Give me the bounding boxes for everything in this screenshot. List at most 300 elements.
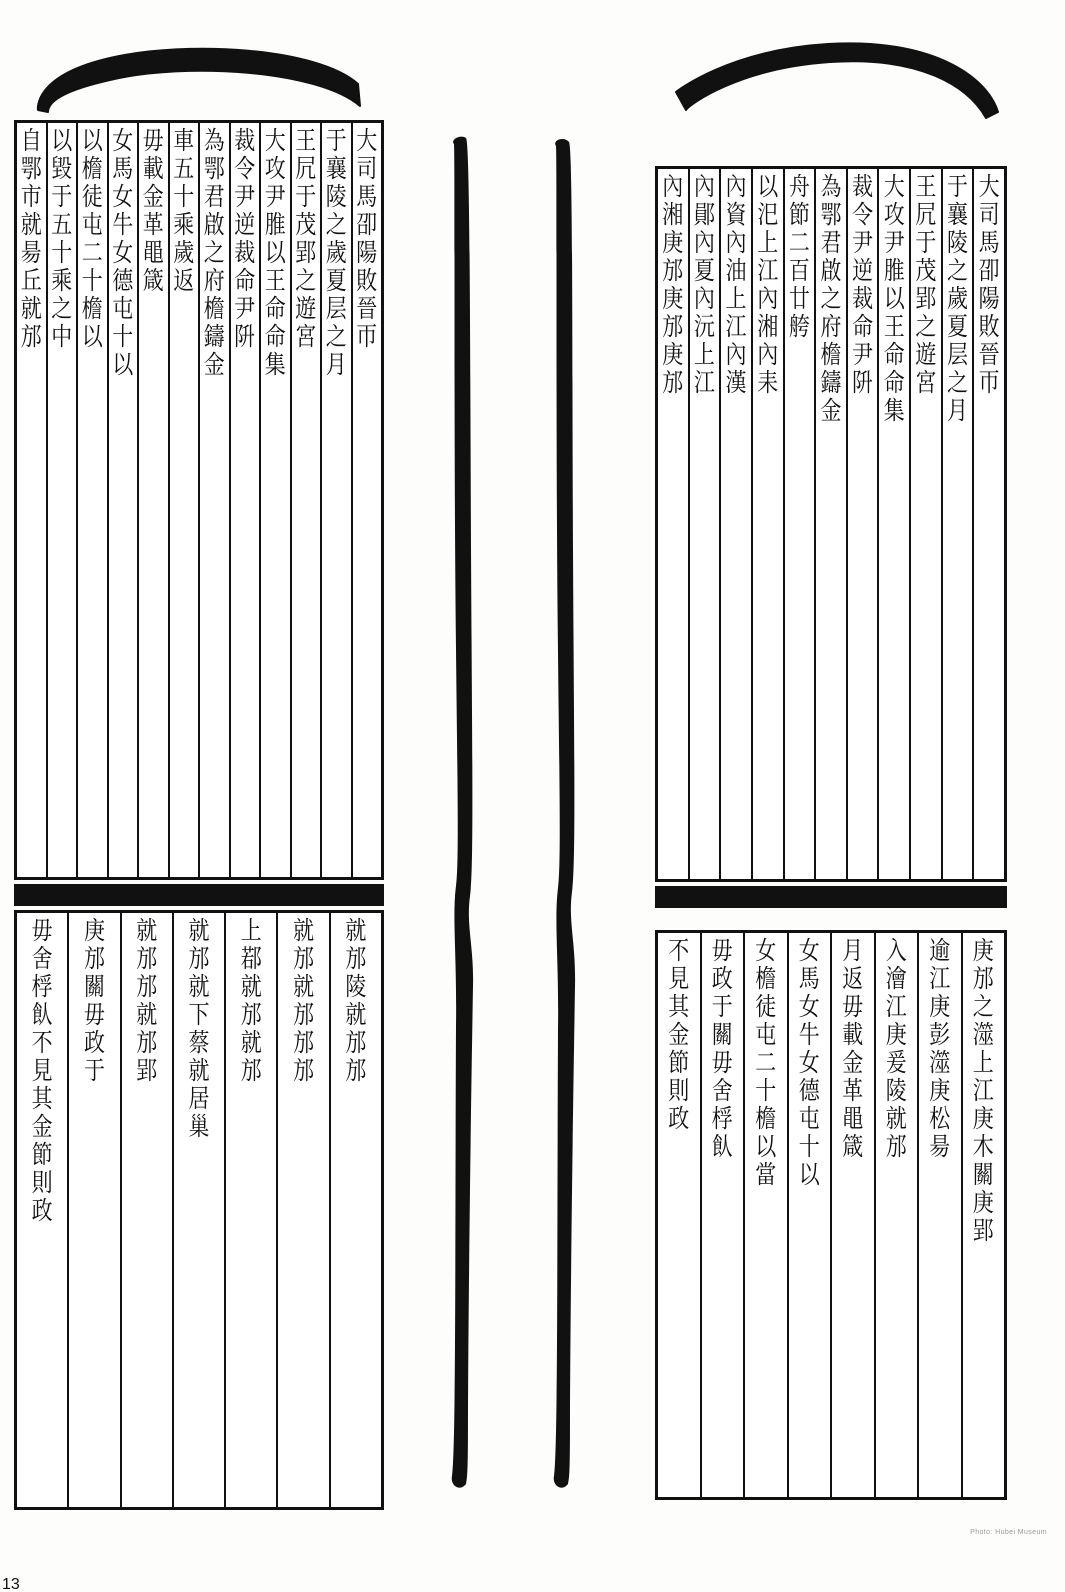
glyph: 邡 xyxy=(293,1056,315,1085)
inscription-column xyxy=(743,933,787,1497)
glyph: 郢 xyxy=(295,238,317,267)
glyph: 陽 xyxy=(356,238,378,267)
glyph: 邡 xyxy=(188,944,210,973)
glyph: 檐 xyxy=(203,294,225,323)
glyph: 府 xyxy=(203,266,225,295)
glyph: 大 xyxy=(883,172,905,201)
inscription-column xyxy=(688,169,720,879)
glyph: 以 xyxy=(798,1160,820,1189)
glyph: 就 xyxy=(188,1056,210,1085)
glyph: 集 xyxy=(883,396,905,425)
glyph: 大 xyxy=(356,126,378,155)
left-tally-separator xyxy=(14,884,384,906)
glyph: 陵 xyxy=(947,228,969,257)
glyph: 內 xyxy=(725,340,747,369)
glyph: 王 xyxy=(915,172,937,201)
glyph: 邡 xyxy=(136,972,158,1001)
glyph: 車 xyxy=(173,126,195,155)
glyph: 啟 xyxy=(203,210,225,239)
glyph: 邡 xyxy=(662,368,684,397)
inscription-column xyxy=(46,123,77,877)
glyph: 以 xyxy=(51,126,73,155)
glyph: 逾 xyxy=(929,936,951,965)
glyph: 命 xyxy=(883,368,905,397)
glyph: 返 xyxy=(842,964,864,993)
left-tally-lower-plate xyxy=(14,910,384,1510)
glyph: 郢 xyxy=(136,1056,158,1085)
glyph: 大 xyxy=(978,172,1000,201)
glyph: 節 xyxy=(668,1048,690,1077)
glyph: 命 xyxy=(883,340,905,369)
glyph: 為 xyxy=(203,126,225,155)
glyph: 毀 xyxy=(51,154,73,183)
inscription-column xyxy=(719,169,751,879)
glyph: 舍 xyxy=(711,1076,733,1105)
glyph: 徒 xyxy=(755,992,777,1021)
glyph: 以 xyxy=(755,1132,777,1161)
glyph: 其 xyxy=(668,992,690,1021)
inscription-column xyxy=(329,913,381,1507)
glyph: 就 xyxy=(240,972,262,1001)
glyph: 夏 xyxy=(325,266,347,295)
inscription-column xyxy=(658,169,688,879)
glyph: 丘 xyxy=(20,266,42,295)
glyph: 庚 xyxy=(972,936,994,965)
glyph: 庚 xyxy=(885,1020,907,1049)
glyph: 其 xyxy=(31,1084,53,1113)
glyph: 帀 xyxy=(978,368,1000,397)
glyph: 卲 xyxy=(978,256,1000,285)
glyph: 帀 xyxy=(356,322,378,351)
glyph: 令 xyxy=(852,200,874,229)
glyph: 凥 xyxy=(915,200,937,229)
glyph: 之 xyxy=(915,312,937,341)
glyph: 十 xyxy=(51,238,73,267)
glyph: 就 xyxy=(885,1104,907,1133)
glyph: 月 xyxy=(842,936,864,965)
glyph: 金 xyxy=(203,350,225,379)
glyph: 尹 xyxy=(852,228,874,257)
page-number: 13 xyxy=(2,1576,20,1592)
glyph: 舿 xyxy=(788,312,810,341)
glyph: 敗 xyxy=(356,266,378,295)
glyph: 阩 xyxy=(234,322,256,351)
glyph: 敗 xyxy=(978,312,1000,341)
glyph: 屯 xyxy=(81,210,103,239)
glyph: 載 xyxy=(142,154,164,183)
glyph: 之 xyxy=(295,266,317,295)
glyph: 逆 xyxy=(852,256,874,285)
glyph: 上 xyxy=(972,1048,994,1077)
glyph: 遊 xyxy=(915,340,937,369)
glyph: 內 xyxy=(757,340,779,369)
glyph: 鑄 xyxy=(203,322,225,351)
glyph: 王 xyxy=(295,126,317,155)
inscription-column xyxy=(846,169,878,879)
glyph: 巢 xyxy=(188,1112,210,1141)
glyph: 鑄 xyxy=(820,368,842,397)
glyph: 之 xyxy=(947,368,969,397)
glyph: 以 xyxy=(112,350,134,379)
inscription-column xyxy=(137,123,168,877)
glyph: 于 xyxy=(51,182,73,211)
glyph: 于 xyxy=(915,228,937,257)
glyph: 晉 xyxy=(356,294,378,323)
glyph: 庚 xyxy=(662,340,684,369)
glyph: 女 xyxy=(798,936,820,965)
inscription-column xyxy=(941,169,973,879)
glyph: 宮 xyxy=(295,322,317,351)
glyph: 层 xyxy=(947,340,969,369)
glyph: 檐 xyxy=(81,154,103,183)
glyph: 女 xyxy=(112,182,134,211)
glyph: 邡 xyxy=(136,1028,158,1057)
glyph: 桴 xyxy=(31,972,53,1001)
glyph: 邡 xyxy=(293,1028,315,1057)
glyph: 就 xyxy=(136,1000,158,1029)
glyph: 邡 xyxy=(136,944,158,973)
right-tally-curved-head xyxy=(668,30,1008,120)
glyph: 資 xyxy=(725,200,747,229)
glyph: 市 xyxy=(20,182,42,211)
glyph: 江 xyxy=(757,256,779,285)
glyph: 遊 xyxy=(295,294,317,323)
glyph: 令 xyxy=(234,154,256,183)
glyph: 司 xyxy=(356,154,378,183)
glyph: 澨 xyxy=(972,1020,994,1049)
glyph: 江 xyxy=(972,1076,994,1105)
glyph: 之 xyxy=(972,992,994,1021)
glyph: 歲 xyxy=(947,284,969,313)
inscription-column xyxy=(320,123,351,877)
glyph: 陵 xyxy=(885,1076,907,1105)
inscription-column xyxy=(17,913,67,1507)
glyph: 尹 xyxy=(264,182,286,211)
glyph: 茂 xyxy=(915,256,937,285)
glyph: 當 xyxy=(755,1160,777,1189)
glyph: 宮 xyxy=(915,368,937,397)
glyph: 女 xyxy=(112,126,134,155)
glyph: 以 xyxy=(757,172,779,201)
inscription-column xyxy=(198,123,229,877)
glyph: 關 xyxy=(83,972,105,1001)
glyph: 于 xyxy=(947,172,969,201)
glyph: 就 xyxy=(345,1000,367,1029)
glyph: 女 xyxy=(798,992,820,1021)
inscription-column xyxy=(917,933,961,1497)
glyph: 就 xyxy=(136,916,158,945)
glyph: 見 xyxy=(668,964,690,993)
glyph: 府 xyxy=(820,312,842,341)
glyph: 德 xyxy=(798,1076,820,1105)
inscription-column xyxy=(76,123,107,877)
glyph: 襄 xyxy=(325,154,347,183)
glyph: 百 xyxy=(788,256,810,285)
glyph: 鄖 xyxy=(693,200,715,229)
glyph: 于 xyxy=(711,992,733,1021)
glyph: 江 xyxy=(929,964,951,993)
inscription-column xyxy=(107,123,138,877)
glyph: 徒 xyxy=(81,182,103,211)
glyph: 十 xyxy=(81,266,103,295)
glyph: 月 xyxy=(325,350,347,379)
glyph: 命 xyxy=(264,322,286,351)
glyph: 為 xyxy=(820,172,842,201)
glyph: 內 xyxy=(693,284,715,313)
glyph: 凥 xyxy=(295,154,317,183)
glyph: 舍 xyxy=(31,944,53,973)
glyph: 十 xyxy=(112,322,134,351)
glyph: 尹 xyxy=(852,340,874,369)
glyph: 返 xyxy=(173,266,195,295)
glyph: 集 xyxy=(264,350,286,379)
glyph: 邡 xyxy=(83,944,105,973)
right-tally-lower-plate xyxy=(655,930,1007,1500)
inscription-column xyxy=(120,913,172,1507)
glyph: 關 xyxy=(972,1160,994,1189)
inscription-column xyxy=(351,123,382,877)
left-tally-upper-plate xyxy=(14,120,384,880)
glyph: 于 xyxy=(295,182,317,211)
glyph: 就 xyxy=(345,916,367,945)
glyph: 大 xyxy=(264,126,286,155)
glyph: 上 xyxy=(725,284,747,313)
glyph: 歲 xyxy=(173,238,195,267)
glyph: 月 xyxy=(947,396,969,425)
glyph: 汜 xyxy=(757,200,779,229)
glyph: 之 xyxy=(51,294,73,323)
inscription-column xyxy=(972,169,1004,879)
glyph: 內 xyxy=(725,228,747,257)
glyph: 邡 xyxy=(240,1000,262,1029)
glyph: 飤 xyxy=(31,1000,53,1029)
inscription-column xyxy=(17,123,46,877)
glyph: 內 xyxy=(693,228,715,257)
glyph: 以 xyxy=(81,126,103,155)
glyph: 层 xyxy=(325,294,347,323)
glyph: 以 xyxy=(81,322,103,351)
glyph: 馬 xyxy=(112,154,134,183)
glyph: 女 xyxy=(755,936,777,965)
glyph: 邡 xyxy=(885,1132,907,1161)
glyph: 毋 xyxy=(142,126,164,155)
inscription-column xyxy=(658,933,700,1497)
glyph: 毋 xyxy=(31,916,53,945)
glyph: 金 xyxy=(31,1112,53,1141)
glyph: 之 xyxy=(325,210,347,239)
glyph: 二 xyxy=(81,238,103,267)
glyph: 夏 xyxy=(693,256,715,285)
glyph: 郢 xyxy=(972,1216,994,1245)
glyph: 啟 xyxy=(820,256,842,285)
glyph: 毋 xyxy=(842,992,864,1021)
inscription-column xyxy=(961,933,1005,1497)
glyph: 上 xyxy=(757,228,779,257)
glyph: 庚 xyxy=(929,992,951,1021)
glyph: 郢 xyxy=(915,284,937,313)
glyph: 檐 xyxy=(820,340,842,369)
glyph: 湘 xyxy=(662,200,684,229)
glyph: 毋 xyxy=(711,936,733,965)
glyph: 就 xyxy=(188,972,210,1001)
glyph: 澮 xyxy=(885,964,907,993)
glyph: 女 xyxy=(798,1048,820,1077)
glyph: 箴 xyxy=(142,266,164,295)
glyph: 王 xyxy=(883,312,905,341)
glyph: 江 xyxy=(725,312,747,341)
glyph: 德 xyxy=(112,266,134,295)
glyph: 陽 xyxy=(978,284,1000,313)
glyph: 不 xyxy=(668,936,690,965)
glyph: 襄 xyxy=(947,200,969,229)
glyph: 邡 xyxy=(345,1028,367,1057)
glyph: 于 xyxy=(325,126,347,155)
glyph: 裁 xyxy=(234,126,256,155)
glyph: 舟 xyxy=(788,172,810,201)
glyph: 五 xyxy=(173,154,195,183)
photo-credit: Photo: Hubei Museum xyxy=(970,1529,1047,1536)
glyph: 入 xyxy=(885,936,907,965)
right-lower-columns xyxy=(658,933,1004,1497)
glyph: 陵 xyxy=(325,182,347,211)
glyph: 節 xyxy=(31,1140,53,1169)
glyph: 裁 xyxy=(234,238,256,267)
glyph: 逆 xyxy=(234,210,256,239)
glyph: 鄂 xyxy=(820,200,842,229)
glyph: 攻 xyxy=(264,154,286,183)
glyph: 脽 xyxy=(883,256,905,285)
left-tally-curved-head xyxy=(18,32,378,120)
glyph: 鄂 xyxy=(20,154,42,183)
glyph: 桴 xyxy=(711,1104,733,1133)
glyph: 屯 xyxy=(755,1020,777,1049)
right-tally-separator xyxy=(655,886,1007,908)
inscription-column xyxy=(172,913,224,1507)
glyph: 上 xyxy=(693,340,715,369)
glyph: 毋 xyxy=(83,1000,105,1029)
glyph: 于 xyxy=(83,1056,105,1085)
inscription-column xyxy=(224,913,276,1507)
glyph: 政 xyxy=(31,1196,53,1225)
glyph: 邡 xyxy=(293,944,315,973)
glyph: 內 xyxy=(662,172,684,201)
inscription-column xyxy=(168,123,199,877)
inscription-column xyxy=(877,169,909,879)
glyph: 下 xyxy=(188,1000,210,1029)
glyph: 馬 xyxy=(356,182,378,211)
glyph: 飤 xyxy=(711,1132,733,1161)
inscription-column xyxy=(229,123,260,877)
glyph: 二 xyxy=(788,228,810,257)
right-tally-upper-plate xyxy=(655,166,1007,882)
glyph: 之 xyxy=(325,322,347,351)
glyph: 乘 xyxy=(173,210,195,239)
glyph: 脽 xyxy=(264,210,286,239)
inscription-column xyxy=(67,913,119,1507)
glyph: 見 xyxy=(31,1056,53,1085)
glyph: 金 xyxy=(142,182,164,211)
glyph: 陵 xyxy=(345,972,367,1001)
glyph: 江 xyxy=(693,368,715,397)
glyph: 馬 xyxy=(798,964,820,993)
glyph: 金 xyxy=(668,1020,690,1049)
glyph: 尹 xyxy=(234,294,256,323)
inscription-column xyxy=(751,169,783,879)
glyph: 不 xyxy=(31,1028,53,1057)
inscription-column xyxy=(290,123,321,877)
inscription-column xyxy=(259,123,290,877)
glyph: 攻 xyxy=(883,200,905,229)
glyph: 之 xyxy=(820,284,842,313)
inscription-column xyxy=(783,169,815,879)
glyph: 十 xyxy=(173,182,195,211)
glyph: 沅 xyxy=(693,312,715,341)
glyph: 革 xyxy=(142,210,164,239)
glyph: 夏 xyxy=(947,312,969,341)
glyph: 居 xyxy=(188,1084,210,1113)
glyph: 則 xyxy=(31,1168,53,1197)
glyph: 內 xyxy=(757,284,779,313)
glyph: 檐 xyxy=(755,1104,777,1133)
glyph: 邡 xyxy=(20,322,42,351)
inscription-column xyxy=(814,169,846,879)
glyph: 就 xyxy=(20,210,42,239)
glyph: 江 xyxy=(885,992,907,1021)
glyph: 命 xyxy=(234,266,256,295)
glyph: 關 xyxy=(711,1020,733,1049)
glyph: 庚 xyxy=(83,916,105,945)
glyph: 牛 xyxy=(798,1020,820,1049)
glyph: 十 xyxy=(755,1076,777,1105)
glyph: 就 xyxy=(20,294,42,323)
glyph: 就 xyxy=(188,916,210,945)
glyph: 庚 xyxy=(929,1076,951,1105)
glyph: 乘 xyxy=(51,266,73,295)
inscription-column xyxy=(787,933,831,1497)
glyph: 命 xyxy=(852,312,874,341)
glyph: 蔡 xyxy=(188,1028,210,1057)
glyph: 廿 xyxy=(788,284,810,313)
glyph: 以 xyxy=(883,284,905,313)
glyph: 昜 xyxy=(20,238,42,267)
glyph: 政 xyxy=(83,1028,105,1057)
glyph: 就 xyxy=(293,972,315,1001)
glyph: 屯 xyxy=(798,1104,820,1133)
glyph: 鄂 xyxy=(203,154,225,183)
glyph: 邡 xyxy=(972,964,994,993)
glyph: 政 xyxy=(668,1104,690,1133)
glyph: 裁 xyxy=(852,284,874,313)
glyph: 庚 xyxy=(972,1188,994,1217)
inscription-column xyxy=(830,933,874,1497)
glyph: 五 xyxy=(51,210,73,239)
glyph: 二 xyxy=(755,1048,777,1077)
glyph: 庚 xyxy=(972,1104,994,1133)
glyph: 鄀 xyxy=(240,944,262,973)
glyph: 金 xyxy=(820,396,842,425)
glyph: 爰 xyxy=(885,1048,907,1077)
glyph: 牛 xyxy=(112,210,134,239)
inscription-column xyxy=(874,933,918,1497)
glyph: 則 xyxy=(668,1076,690,1105)
glyph: 革 xyxy=(842,1076,864,1105)
bamboo-strip-profile-left xyxy=(430,126,500,1506)
glyph: 自 xyxy=(20,126,42,155)
glyph: 尹 xyxy=(234,182,256,211)
glyph: 黽 xyxy=(842,1104,864,1133)
bamboo-strip-profile-right xyxy=(530,130,600,1506)
glyph: 邡 xyxy=(662,312,684,341)
